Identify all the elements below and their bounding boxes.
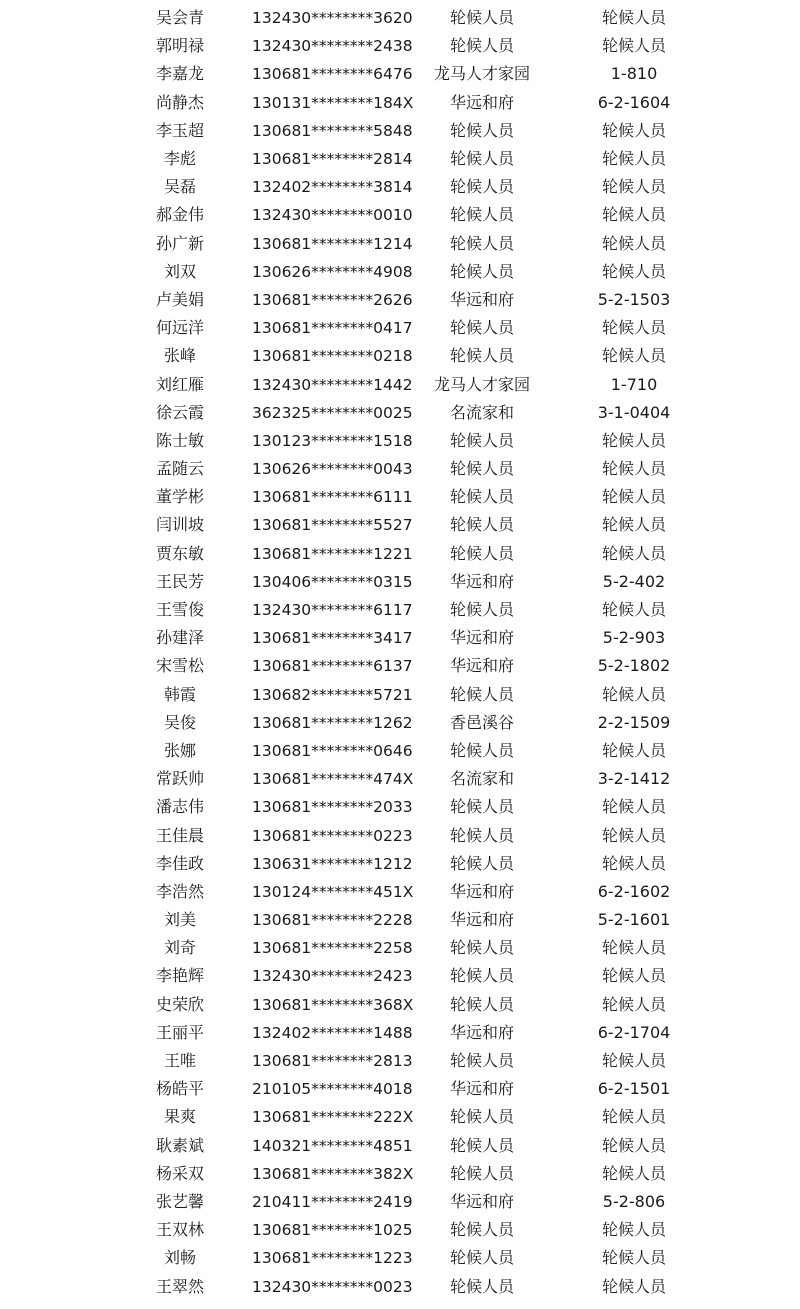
table-row <box>0 483 800 511</box>
name-cell: 王唯 <box>163 1051 196 1071</box>
name-cell: 宋雪松 <box>155 656 204 676</box>
residence-cell: 轮候人员 <box>449 1107 514 1127</box>
name-cell: 郭明禄 <box>155 36 204 56</box>
residence-cell: 轮候人员 <box>449 740 514 760</box>
id-number-cell: 130681********1262 <box>252 713 413 732</box>
id-number-cell: 130631********1212 <box>252 854 413 873</box>
unit-cell: 5-2-1601 <box>597 910 671 930</box>
unit-cell: 轮候人员 <box>601 233 666 253</box>
table-row <box>0 793 800 821</box>
id-number-cell: 132430********0023 <box>252 1277 413 1296</box>
table-row <box>0 624 800 652</box>
id-number-cell: 130681********1221 <box>252 544 413 563</box>
unit-cell: 1-710 <box>610 374 658 394</box>
id-number-cell: 132430********1442 <box>252 375 413 394</box>
unit-cell: 轮候人员 <box>601 8 666 28</box>
unit-cell: 轮候人员 <box>601 1107 666 1127</box>
table-row <box>0 1103 800 1131</box>
name-cell: 李彪 <box>163 149 196 169</box>
unit-cell: 轮候人员 <box>601 600 666 620</box>
id-number-cell: 130681********222X <box>252 1108 414 1127</box>
name-cell: 常跃帅 <box>155 769 204 789</box>
residence-cell: 轮候人员 <box>449 318 514 338</box>
name-cell: 李佳政 <box>155 853 204 873</box>
id-number-cell: 130681********2228 <box>252 911 413 930</box>
table-row <box>0 399 800 427</box>
residence-cell: 龙马人才家园 <box>433 374 530 394</box>
table-row <box>0 342 800 370</box>
residence-cell: 轮候人员 <box>449 1135 514 1155</box>
residence-cell: 轮候人员 <box>449 149 514 169</box>
residence-cell: 轮候人员 <box>449 543 514 563</box>
unit-cell: 轮候人员 <box>601 1051 666 1071</box>
id-number-cell: 130681********2813 <box>252 1052 413 1071</box>
id-number-cell: 130131********184X <box>252 93 414 112</box>
id-number-cell: 132430********3620 <box>252 9 413 28</box>
name-cell: 果爽 <box>163 1107 196 1127</box>
residence-cell: 华远和府 <box>449 881 514 901</box>
id-number-cell: 130681********1214 <box>252 234 413 253</box>
name-cell: 闫训坡 <box>155 515 204 535</box>
name-cell: 孙建泽 <box>155 628 204 648</box>
table-row <box>0 681 800 709</box>
table-row <box>0 370 800 398</box>
unit-cell: 轮候人员 <box>601 853 666 873</box>
name-cell: 吴俊 <box>163 712 196 732</box>
name-cell: 耿素斌 <box>155 1135 204 1155</box>
id-number-cell: 130682********5721 <box>252 685 413 704</box>
name-cell: 吴磊 <box>163 177 196 197</box>
residence-cell: 轮候人员 <box>449 1163 514 1183</box>
unit-cell: 6-2-1501 <box>597 1079 671 1099</box>
name-cell: 王佳晨 <box>155 825 204 845</box>
unit-cell: 轮候人员 <box>601 459 666 479</box>
residence-cell: 华远和府 <box>449 1022 514 1042</box>
unit-cell: 轮候人员 <box>601 825 666 845</box>
residence-cell: 华远和府 <box>449 910 514 930</box>
name-cell: 吴会青 <box>155 8 204 28</box>
id-number-cell: 130681********1223 <box>252 1249 413 1268</box>
residence-cell: 轮候人员 <box>449 938 514 958</box>
unit-cell: 3-1-0404 <box>597 402 671 422</box>
residence-cell: 轮候人员 <box>449 459 514 479</box>
residence-cell: 轮候人员 <box>449 853 514 873</box>
unit-cell: 轮候人员 <box>601 1135 666 1155</box>
id-number-cell: 130626********4908 <box>252 262 413 281</box>
residence-cell: 轮候人员 <box>449 1051 514 1071</box>
name-cell: 杨采双 <box>155 1163 204 1183</box>
id-number-cell: 132430********2423 <box>252 967 413 986</box>
id-number-cell: 130681********3417 <box>252 629 413 648</box>
unit-cell: 轮候人员 <box>601 487 666 507</box>
id-number-cell: 130406********0315 <box>252 572 413 591</box>
table-row <box>0 878 800 906</box>
residence-cell: 华远和府 <box>449 92 514 112</box>
unit-cell: 轮候人员 <box>601 684 666 704</box>
name-cell: 孙广新 <box>155 233 204 253</box>
id-number-cell: 130681********0218 <box>252 347 413 366</box>
residence-cell: 轮候人员 <box>449 966 514 986</box>
table-row <box>0 145 800 173</box>
table-row <box>0 89 800 117</box>
table-row <box>0 1188 800 1216</box>
table-row <box>0 117 800 145</box>
unit-cell: 2-2-1509 <box>597 712 671 732</box>
residence-cell: 轮候人员 <box>449 205 514 225</box>
name-cell: 贾东敏 <box>155 543 204 563</box>
id-number-cell: 210105********4018 <box>252 1080 413 1099</box>
table-row <box>0 173 800 201</box>
table-row <box>0 934 800 962</box>
table-row <box>0 258 800 286</box>
name-cell: 卢美娟 <box>155 289 204 309</box>
table-row <box>0 765 800 793</box>
name-cell: 孟随云 <box>155 459 204 479</box>
table-row <box>0 314 800 342</box>
residence-cell: 轮候人员 <box>449 36 514 56</box>
residence-cell: 轮候人员 <box>449 261 514 281</box>
name-cell: 董学彬 <box>155 487 204 507</box>
id-number-cell: 130681********0417 <box>252 319 413 338</box>
id-number-cell: 130681********368X <box>252 995 414 1014</box>
residence-cell: 轮候人员 <box>449 825 514 845</box>
table-row <box>0 906 800 934</box>
name-cell: 李玉超 <box>155 120 204 140</box>
id-number-cell: 130681********2626 <box>252 290 413 309</box>
name-cell: 刘畅 <box>163 1248 196 1268</box>
id-number-cell: 130681********1025 <box>252 1221 413 1240</box>
id-number-cell: 132402********1488 <box>252 1023 413 1042</box>
unit-cell: 1-810 <box>610 64 658 84</box>
unit-cell: 轮候人员 <box>601 346 666 366</box>
table-row <box>0 427 800 455</box>
unit-cell: 轮候人员 <box>601 966 666 986</box>
id-number-cell: 132430********0010 <box>252 206 413 225</box>
residence-cell: 轮候人员 <box>449 797 514 817</box>
id-number-cell: 130681********5848 <box>252 121 413 140</box>
residence-cell: 轮候人员 <box>449 8 514 28</box>
table-row <box>0 1132 800 1160</box>
name-cell: 郝金伟 <box>155 205 204 225</box>
unit-cell: 轮候人员 <box>601 261 666 281</box>
table-row <box>0 4 800 32</box>
residence-cell: 轮候人员 <box>449 994 514 1014</box>
unit-cell: 轮候人员 <box>601 120 666 140</box>
unit-cell: 轮候人员 <box>601 543 666 563</box>
name-cell: 韩霞 <box>163 684 196 704</box>
table-row <box>0 1244 800 1272</box>
name-cell: 刘奇 <box>163 938 196 958</box>
name-cell: 史荣欣 <box>155 994 204 1014</box>
table-row <box>0 60 800 88</box>
name-cell: 何远洋 <box>155 318 204 338</box>
residence-cell: 华远和府 <box>449 1079 514 1099</box>
name-cell: 王双林 <box>155 1220 204 1240</box>
unit-cell: 轮候人员 <box>601 1220 666 1240</box>
table-row <box>0 991 800 1019</box>
id-number-cell: 132430********2438 <box>252 37 413 56</box>
table-row <box>0 286 800 314</box>
id-number-cell: 130681********5527 <box>252 516 413 535</box>
residence-cell: 华远和府 <box>449 289 514 309</box>
id-number-cell: 130681********6137 <box>252 657 413 676</box>
name-cell: 刘红雁 <box>155 374 204 394</box>
table-row <box>0 540 800 568</box>
id-number-cell: 130681********382X <box>252 1164 414 1183</box>
id-number-cell: 130681********0223 <box>252 826 413 845</box>
unit-cell: 轮候人员 <box>601 318 666 338</box>
unit-cell: 5-2-402 <box>602 571 666 591</box>
unit-cell: 轮候人员 <box>601 430 666 450</box>
id-number-cell: 130681********474X <box>252 770 414 789</box>
id-number-cell: 130124********451X <box>252 882 414 901</box>
unit-cell: 3-2-1412 <box>597 769 671 789</box>
residence-cell: 轮候人员 <box>449 177 514 197</box>
unit-cell: 5-2-1503 <box>597 289 671 309</box>
table-row <box>0 201 800 229</box>
name-cell: 王雪俊 <box>155 600 204 620</box>
name-cell: 李艳辉 <box>155 966 204 986</box>
unit-cell: 轮候人员 <box>601 1248 666 1268</box>
unit-cell: 轮候人员 <box>601 149 666 169</box>
residence-cell: 华远和府 <box>449 1191 514 1211</box>
name-cell: 张娜 <box>163 740 196 760</box>
residence-cell: 香邑溪谷 <box>449 712 514 732</box>
id-number-cell: 140321********4851 <box>252 1136 413 1155</box>
name-cell: 杨皓平 <box>155 1079 204 1099</box>
unit-cell: 轮候人员 <box>601 797 666 817</box>
id-number-cell: 130681********2033 <box>252 798 413 817</box>
residence-cell: 名流家和 <box>449 769 514 789</box>
id-number-cell: 130626********0043 <box>252 460 413 479</box>
unit-cell: 6-2-1604 <box>597 92 671 112</box>
unit-cell: 轮候人员 <box>601 1276 666 1296</box>
residence-cell: 轮候人员 <box>449 1220 514 1240</box>
id-number-cell: 130681********2814 <box>252 150 413 169</box>
name-cell: 张峰 <box>163 346 196 366</box>
id-number-cell: 130681********6111 <box>252 488 413 507</box>
residence-cell: 华远和府 <box>449 628 514 648</box>
unit-cell: 5-2-1802 <box>597 656 671 676</box>
table-row <box>0 596 800 624</box>
table-row <box>0 230 800 258</box>
id-number-cell: 132430********6117 <box>252 601 413 620</box>
name-cell: 刘美 <box>163 910 196 930</box>
id-number-cell: 210411********2419 <box>252 1192 413 1211</box>
name-cell: 李浩然 <box>155 881 204 901</box>
id-number-cell: 130681********2258 <box>252 939 413 958</box>
table-row <box>0 568 800 596</box>
unit-cell: 轮候人员 <box>601 740 666 760</box>
name-cell: 徐云霞 <box>155 402 204 422</box>
name-cell: 张艺馨 <box>155 1191 204 1211</box>
id-number-cell: 132402********3814 <box>252 178 413 197</box>
residence-cell: 轮候人员 <box>449 684 514 704</box>
table-row <box>0 1160 800 1188</box>
unit-cell: 轮候人员 <box>601 515 666 535</box>
name-cell: 尚静杰 <box>155 92 204 112</box>
unit-cell: 轮候人员 <box>601 205 666 225</box>
id-number-cell: 130123********1518 <box>252 431 413 450</box>
residence-cell: 轮候人员 <box>449 1276 514 1296</box>
residence-cell: 轮候人员 <box>449 346 514 366</box>
table-row <box>0 455 800 483</box>
unit-cell: 轮候人员 <box>601 1163 666 1183</box>
table-row <box>0 709 800 737</box>
unit-cell: 6-2-1602 <box>597 881 671 901</box>
unit-cell: 6-2-1704 <box>597 1022 671 1042</box>
id-number-cell: 130681********0646 <box>252 741 413 760</box>
table-row <box>0 1047 800 1075</box>
name-cell: 王翠然 <box>155 1276 204 1296</box>
unit-cell: 5-2-806 <box>602 1191 666 1211</box>
residence-cell: 轮候人员 <box>449 1248 514 1268</box>
residence-cell: 轮候人员 <box>449 120 514 140</box>
name-cell: 王民芳 <box>155 571 204 591</box>
unit-cell: 轮候人员 <box>601 177 666 197</box>
table-row <box>0 850 800 878</box>
name-cell: 王丽平 <box>155 1022 204 1042</box>
name-cell: 陈士敏 <box>155 430 204 450</box>
residence-cell: 轮候人员 <box>449 600 514 620</box>
table-row <box>0 1075 800 1103</box>
unit-cell: 轮候人员 <box>601 938 666 958</box>
residence-cell: 轮候人员 <box>449 233 514 253</box>
table-row <box>0 962 800 990</box>
table-row <box>0 737 800 765</box>
residence-cell: 轮候人员 <box>449 430 514 450</box>
residence-cell: 名流家和 <box>449 402 514 422</box>
name-cell: 刘双 <box>163 261 196 281</box>
residence-cell: 轮候人员 <box>449 487 514 507</box>
residence-cell: 龙马人才家园 <box>433 64 530 84</box>
table-row <box>0 511 800 539</box>
table-row <box>0 1272 800 1300</box>
name-cell: 潘志伟 <box>155 797 204 817</box>
residence-cell: 华远和府 <box>449 571 514 591</box>
table-row <box>0 1216 800 1244</box>
id-number-cell: 130681********6476 <box>252 65 413 84</box>
unit-cell: 轮候人员 <box>601 36 666 56</box>
table-row <box>0 652 800 680</box>
table-row <box>0 1019 800 1047</box>
table-row <box>0 821 800 849</box>
unit-cell: 轮候人员 <box>601 994 666 1014</box>
table-row <box>0 32 800 60</box>
name-cell: 李嘉龙 <box>155 64 204 84</box>
residence-cell: 华远和府 <box>449 656 514 676</box>
id-number-cell: 362325********0025 <box>252 403 413 422</box>
residence-cell: 轮候人员 <box>449 515 514 535</box>
unit-cell: 5-2-903 <box>602 628 666 648</box>
